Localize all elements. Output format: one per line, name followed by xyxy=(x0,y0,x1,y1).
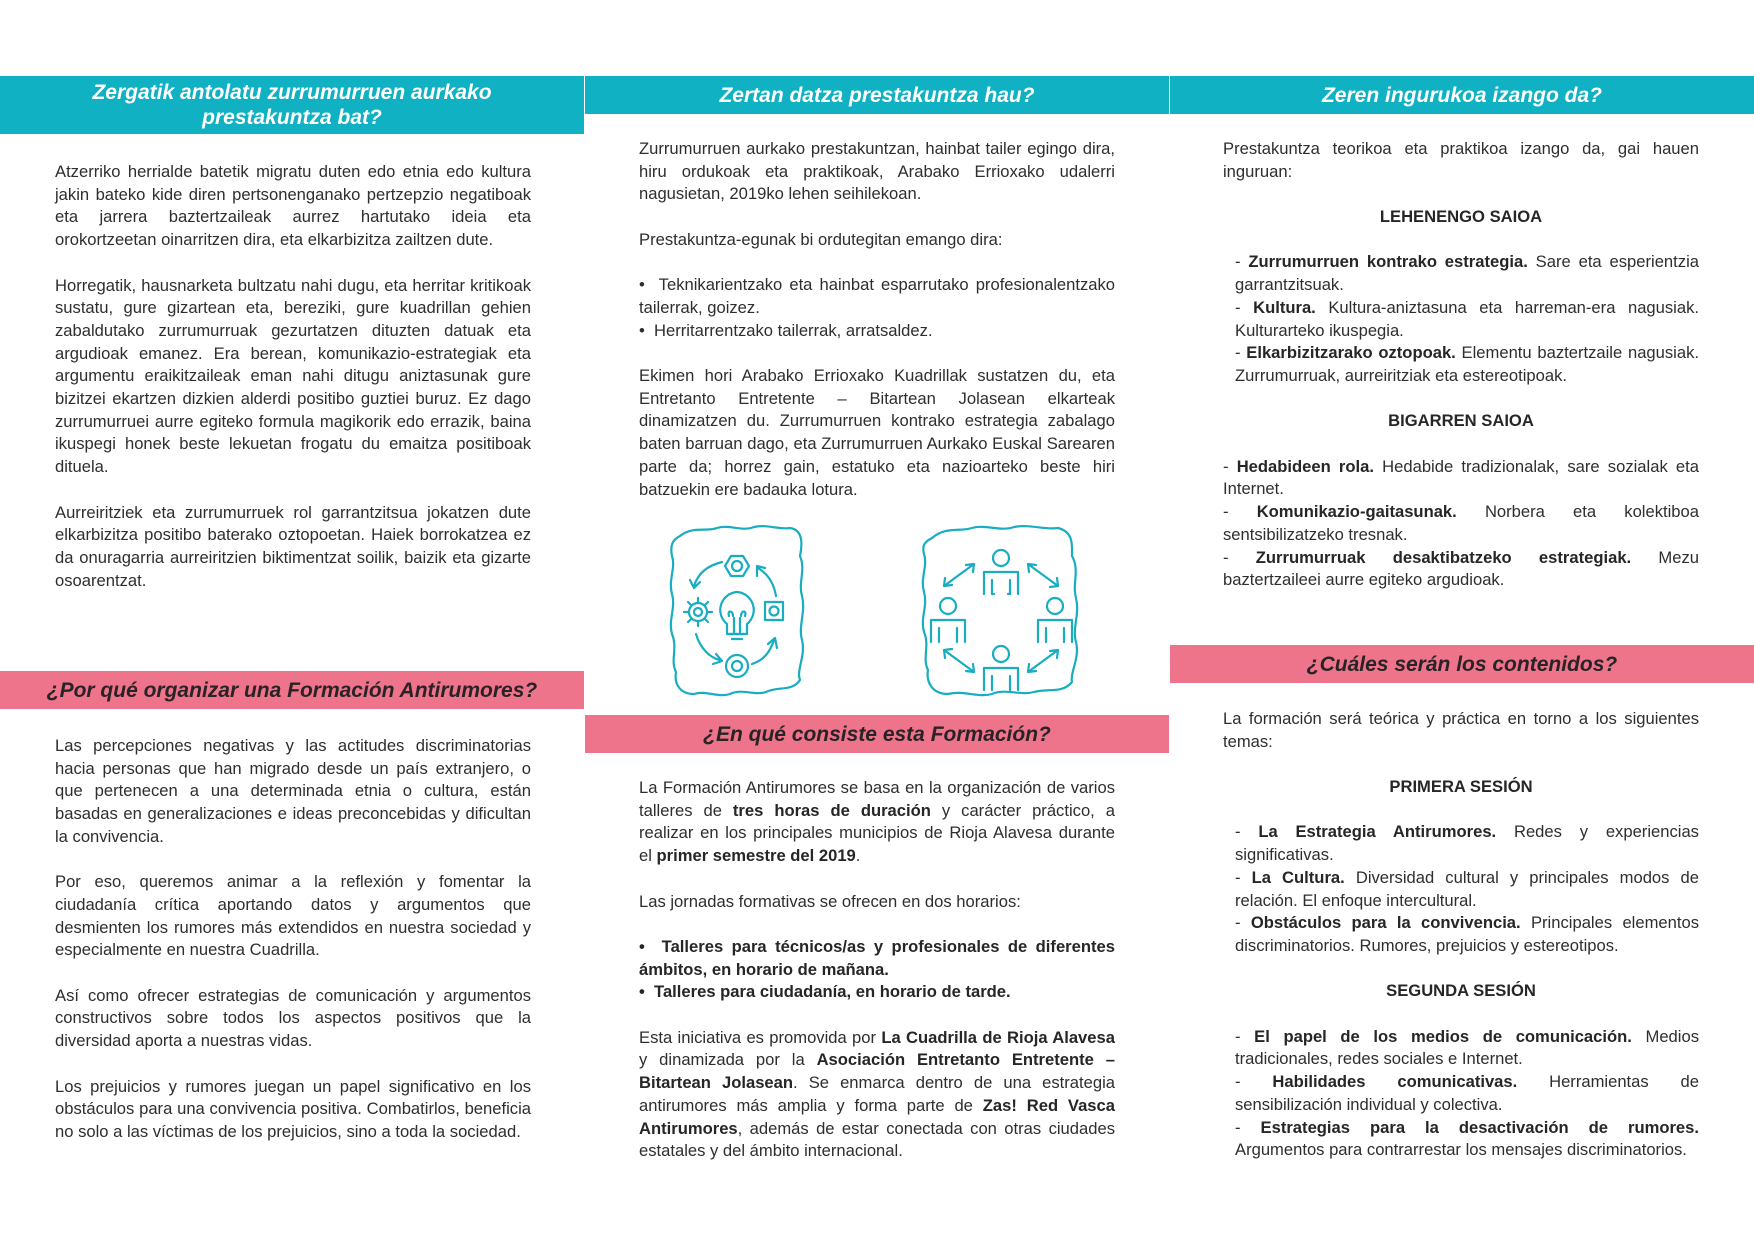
session-title: PRIMERA SESIÓN xyxy=(1389,777,1533,797)
heading-text: ¿En qué consiste esta Formación? xyxy=(703,722,1051,746)
heading-topics-eu xyxy=(1170,76,1754,114)
list-item xyxy=(1235,867,1699,912)
dash: - xyxy=(1223,502,1257,522)
dash: - xyxy=(1235,343,1247,363)
paragraph: Los prejuicios y rumores juegan un papel significativo en los obstáculos para una convivencia positiva. Combatirlos, beneficia no solo a las víctimas de los prejuicios, sino a toda la sociedad. xyxy=(55,1076,531,1141)
text-run: Elementu baztertzaile nagusiak. Zurrumurruak, aurreiritziak eta estereotipoak. xyxy=(1235,343,1699,385)
list-item xyxy=(639,320,1115,343)
dash: - xyxy=(1235,867,1252,887)
paragraph xyxy=(639,777,1115,868)
bulb-shape xyxy=(720,592,753,634)
text-run: Herramientas de sensibilización individual y colectiva. xyxy=(1235,1072,1699,1114)
text-run: Norbera eta kolektiboa sentsibilizatzeko tresnak. xyxy=(1223,502,1699,544)
list-item-text: Talleres para ciudadanía, en horario de tarde. xyxy=(654,982,1011,1002)
bold-run: Habilidades comunicativas. xyxy=(1272,1072,1518,1092)
list-item xyxy=(639,936,1115,981)
double-arrow-icon xyxy=(1028,564,1058,587)
text-run: Esta iniciativa es promovida por xyxy=(639,1027,882,1047)
heading-what-es xyxy=(585,715,1169,753)
bullet-list xyxy=(639,274,1115,342)
arrow-icon xyxy=(752,640,774,664)
heading-text: Zertan datza prestakuntza hau? xyxy=(719,83,1035,107)
dash: - xyxy=(1235,297,1254,317)
bullet-list xyxy=(639,936,1115,1004)
bullet-icon: • xyxy=(639,936,645,956)
list-item xyxy=(1235,821,1699,866)
paragraph: Las percepciones negativas y las actitudes discriminatorias hacia personas que han migrado desde un país extranjero, o que pertenecen a una determinada etnia o cultura, están basadas en generalizaciones e ideas preconcebidas y dificultan la convivencia. xyxy=(55,736,531,846)
person-icon xyxy=(931,598,965,642)
dash: - xyxy=(1235,1072,1273,1092)
bullet-icon: • xyxy=(639,982,645,1002)
topic-list xyxy=(1223,1026,1699,1162)
ring-shape xyxy=(726,655,748,677)
heading-text: Zeren ingurukoa izango da? xyxy=(1321,83,1603,107)
hexagon-shape xyxy=(725,556,749,576)
dash: - xyxy=(1223,547,1256,567)
bullet-icon: • xyxy=(639,320,645,340)
bold-run: La Cultura. xyxy=(1251,867,1345,887)
what-eu-body xyxy=(639,138,1115,501)
cloud-outline xyxy=(923,526,1077,695)
paragraph: Atzerriko herrialde batetik migratu duten edo etnia edo kultura jakin bateko kide diren pertsonenganako pertzepzio negatiboak eta jarrera baztertzaileak aurrez hartutako ideia eta orokortzeetan oinarritzen dira, eta elkarbizitza zailtzen dute. xyxy=(55,162,531,250)
topics-eu-body xyxy=(1223,138,1699,592)
list-item xyxy=(1235,297,1699,342)
list-item xyxy=(1235,1117,1699,1162)
person-icon xyxy=(984,646,1018,690)
list-item xyxy=(1223,501,1699,546)
arrow-icon xyxy=(758,568,776,596)
double-arrow-icon xyxy=(944,649,974,672)
list-item xyxy=(1235,912,1699,957)
topic-list xyxy=(1223,456,1699,592)
dash: - xyxy=(1235,1117,1261,1137)
paragraph: Aurreiritziek eta zurrumurruek rol garrantzitsua jokatzen dute elkarbizitza positibo baterako oztopoetan. Haiek borrokatzea ez da onuragarria aurreiritzien biktimentzat soilik, baizik eta gizarte osoarentzat. xyxy=(55,502,531,590)
topic-list xyxy=(1223,251,1699,387)
text-run: La Formación Antirumores se basa en la organización de varios talleres de xyxy=(639,778,1115,820)
paragraph: Ekimen hori Arabako Errioxako Kuadrillak sustatzen du, eta Entretanto Entretente – Bitartean Jolasean elkarteak dinamizatzen du. Zurrumurruen kontrako estrategia zabalago baten barruan dago, eta Zurrumurruen Aurkako Euskal Sarearen parte da; horrez gain, estatuko eta nazioarteko beste hiri batzuekin ere badauka lotura. xyxy=(639,365,1115,499)
list-item xyxy=(639,981,1115,1004)
bold-run: Zurrumurruak desaktibatzeko estrategiak. xyxy=(1255,547,1632,567)
paragraph: Prestakuntza-egunak bi ordutegitan emango dira: xyxy=(639,229,1003,249)
paragraph: Las jornadas formativas se ofrecen en dos horarios: xyxy=(639,891,1021,911)
bold-run: Komunikazio-gaitasunak. xyxy=(1256,502,1457,522)
double-arrow-icon xyxy=(1028,650,1058,672)
session-title: BIGARREN SAIOA xyxy=(1388,411,1534,431)
heading-topics-es xyxy=(1170,645,1754,683)
text-run: y dinamizada por la xyxy=(639,1050,817,1070)
list-item xyxy=(1235,1026,1699,1071)
bullet-icon: • xyxy=(639,275,645,295)
text-run: Redes y experiencias significativas. xyxy=(1235,822,1699,865)
topics-es-body xyxy=(1223,708,1699,1162)
ideas-cycle-icon xyxy=(662,522,812,698)
people-network-icon xyxy=(912,522,1090,698)
list-item xyxy=(1235,342,1699,387)
text-run: Kultura-aniztasuna eta harreman-era nagusiak. Kulturarteko ikuspegia. xyxy=(1235,297,1700,340)
list-item xyxy=(1223,456,1699,501)
paragraph: La formación será teórica y práctica en torno a los siguientes temas: xyxy=(1223,709,1699,751)
text-run: Sare eta esperientzia garrantzitsuak. xyxy=(1235,252,1699,295)
why-es-body xyxy=(55,735,531,1144)
heading-text: Zergatik antolatu zurrumurruen aurkako prestakuntza bat? xyxy=(92,81,492,129)
heading-why-eu xyxy=(0,76,584,134)
text-run: Principales elementos discriminatorios. Rumores, prejuicios y estereotipos. xyxy=(1235,913,1699,955)
heading-text: ¿Por qué organizar una Formación Antirumores? xyxy=(46,678,538,702)
text-run: . xyxy=(855,846,861,866)
bold-run: Zurrumurruen kontrako estrategia. xyxy=(1248,252,1528,272)
heading-text: ¿Cuáles serán los contenidos? xyxy=(1306,652,1618,676)
paragraph: Zurrumurruen aurkako prestakuntzan, hainbat tailer egingo dira, hiru ordukoak eta praktikoak, Arabako Errioxako udalerri nagusietan, 2019ko lehen seihilekoan. xyxy=(639,139,1115,204)
text-run: . Se enmarca dentro de una estrategia antirumores más amplia y forma parte de xyxy=(639,1073,1115,1115)
text-run: Diversidad cultural y principales modos de relación. El enfoque intercultural. xyxy=(1235,867,1699,910)
dash: - xyxy=(1235,913,1251,933)
bold-run: Obstáculos para la convivencia. xyxy=(1250,913,1521,933)
text-run: Hedabide tradizionalak, sare sozialak eta Internet. xyxy=(1223,456,1699,499)
list-item xyxy=(1223,547,1699,592)
bold-run: Elkarbizitzarako oztopoak. xyxy=(1246,343,1456,363)
session-title: SEGUNDA SESIÓN xyxy=(1386,981,1536,1001)
text-run: y carácter práctico, a realizar en los principales municipios de Rioja Alavesa durante el xyxy=(639,800,1115,866)
bold-run: La Cuadrilla de Rioja Alavesa xyxy=(881,1027,1115,1047)
session-title: LEHENENGO SAIOA xyxy=(1379,207,1543,227)
why-eu-body xyxy=(55,161,531,592)
list-item-text: Herritarrentzako tailerrak, arratsaldez. xyxy=(654,320,933,340)
topic-list xyxy=(1223,821,1699,957)
list-item-text: Talleres para técnicos/as y profesionales de diferentes ámbitos, en horario de mañana. xyxy=(639,936,1115,979)
paragraph xyxy=(639,1027,1115,1163)
list-item xyxy=(1235,1071,1699,1116)
list-item xyxy=(639,274,1115,319)
paragraph: Horregatik, hausnarketa bultzatu nahi dugu, eta herritar kritikoak sustatu, gure gizartean eta, bereziki, gure kuadrillan gehien zabaldutako zurrumurruak gezurtatzen dituzten datuak eta argudioak emanez. Era berean, komunikazio-estrategiak eta argumentu eraikitzaileak eman nahi ditugu aniztasunak gure bizitzei ekartzen dizkien alderdi positibo guztiei buruz. Ez dago zurrumurruei aurre egiteko formula magikorik edo errazik, baina ikuspegi honek beste lekuetan frogatu du emaitza positiboak dituela. xyxy=(55,275,531,477)
bold-run: Zas! Red Vasca Antirumores xyxy=(639,1095,1115,1138)
paragraph: Prestakuntza teorikoa eta praktikoa izango da, gai hauen inguruan: xyxy=(1223,139,1699,181)
bold-run: Kultura. xyxy=(1253,297,1316,317)
dash: - xyxy=(1223,456,1237,476)
text-run: , además de estar conectada con otras ciudades estatales y del ámbito internacional. xyxy=(639,1118,1115,1161)
bold-run: Hedabideen rola. xyxy=(1236,456,1374,476)
list-item xyxy=(1235,251,1699,296)
text-run: Argumentos para contrarrestar los mensajes discriminatorios. xyxy=(1235,1140,1687,1160)
square-shape xyxy=(765,602,783,620)
heading-why-es xyxy=(0,671,584,709)
dash: - xyxy=(1235,1026,1255,1046)
dash: - xyxy=(1235,252,1249,272)
paragraph: Por eso, queremos animar a la reflexión y fomentar la ciudadanía crítica aportando datos y argumentos que desmienten los rumores más extendidos en nuestra sociedad y especialmente en nuestra Cuadrilla. xyxy=(55,872,531,960)
bold-run: Estrategias para la desactivación de rumores. xyxy=(1260,1117,1699,1137)
heading-what-eu xyxy=(585,76,1169,114)
text-run: Mezu baztertzaileei aurre egiteko argudioak. xyxy=(1223,547,1700,590)
paragraph: Así como ofrecer estrategias de comunicación y argumentos constructivos sobre todos los aspectos positivos que la diversidad aporta a nuestras vidas. xyxy=(55,985,531,1051)
double-arrow-icon xyxy=(944,564,974,586)
bold-run: El papel de los medios de comunicación. xyxy=(1254,1026,1632,1046)
bold-run: Asociación Entretanto Entretente – Bitartean Jolasean xyxy=(639,1050,1115,1093)
bold-run: primer semestre del 2019 xyxy=(656,846,856,866)
bold-run: La Estrategia Antirumores. xyxy=(1258,822,1497,842)
dash: - xyxy=(1235,822,1259,842)
list-item-text: Teknikarientzako eta hainbat esparrutako profesionalentzako tailerrak, goizez. xyxy=(639,275,1116,317)
text-run: Medios tradicionales, redes sociales e Internet. xyxy=(1235,1026,1699,1069)
bold-run: tres horas de duración xyxy=(732,800,931,820)
person-icon xyxy=(1038,598,1072,642)
person-icon xyxy=(984,550,1018,594)
what-es-body xyxy=(639,777,1115,1163)
